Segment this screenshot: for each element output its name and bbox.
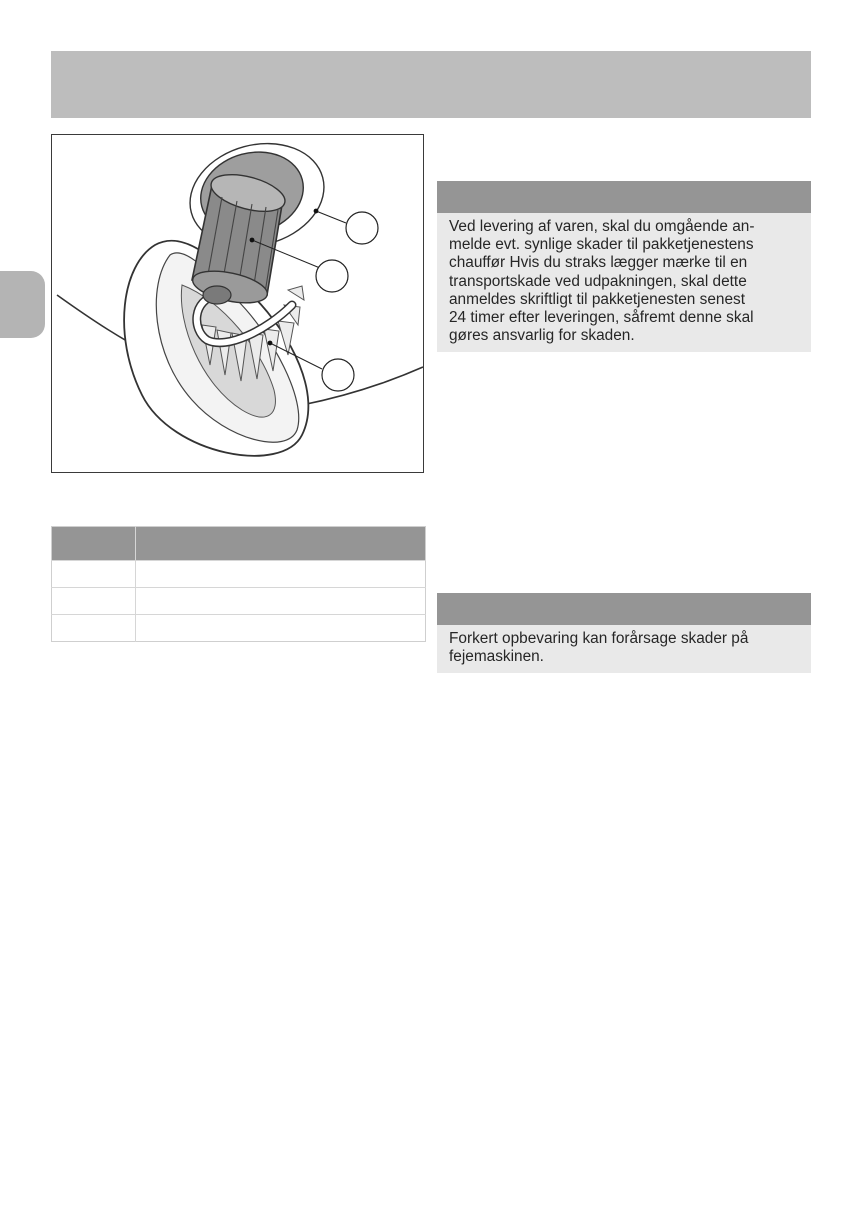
- table-row: [52, 561, 426, 588]
- notice-header-bar: [437, 593, 811, 625]
- notice-text: Ved levering af varen, skal du omgående an- melde evt. synlige skader til pakketjenestens chauffør Hvis du straks lægger mærke til en transportskade ved udpakningen, skal dette anmeldes skriftligt til pakketjenesten senest 24 timer efter leveringen, såfremt denne skal gøres ansvarlig for skaden.: [449, 218, 755, 345]
- row-description: [136, 588, 426, 615]
- header-cell-number: [52, 527, 136, 561]
- notice-header-bar: [437, 181, 811, 213]
- brush-illustration: [51, 134, 424, 473]
- table-row: [52, 615, 426, 642]
- row-number: [52, 588, 136, 615]
- transport-damage-notice: [437, 181, 811, 352]
- row-number: [52, 561, 136, 588]
- row-description: [136, 615, 426, 642]
- chapter-side-tab: [0, 271, 45, 338]
- row-number: [52, 615, 136, 642]
- callout-circle-1: [346, 212, 378, 244]
- callout-circle-2: [316, 260, 348, 292]
- parts-table-header: [52, 527, 426, 561]
- header-cell-description: [136, 527, 426, 561]
- table-row: [52, 588, 426, 615]
- notice-text: Forkert opbevaring kan forårsage skader på fejemaskinen.: [449, 630, 749, 666]
- section-header-bar: [51, 51, 811, 118]
- callout-circle-3: [322, 359, 354, 391]
- row-description: [136, 561, 426, 588]
- storage-notice: [437, 593, 811, 673]
- parts-table: [51, 526, 426, 642]
